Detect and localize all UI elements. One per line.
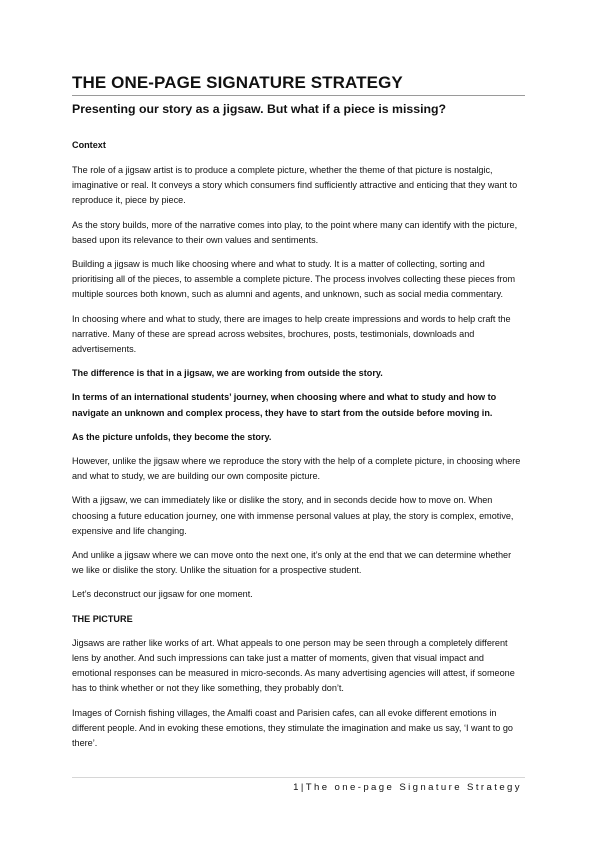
- context-heading: Context: [72, 140, 106, 150]
- page-title: THE ONE-PAGE SIGNATURE STRATEGY: [72, 72, 525, 96]
- paragraph-works-of-art: Jigsaws are rather like works of art. What appeals to one person may be seen through a completely different lens by another. And such impressions can take just a matter of moments, given that visual impact and emotional responses can be measured in micro-seconds. As many advertising agencies will attest, if someone has to think whether or not they like something, they probably don’t.: [72, 637, 515, 694]
- footer-page-number-label: 1|The one-page Signature Strategy: [293, 782, 522, 793]
- page-subtitle: Presenting our story as a jigsaw. But what if a piece is missing?: [72, 102, 447, 116]
- paragraph-with-a-jigsaw: With a jigsaw, we can immediately like or dislike the story, and in seconds decide how to move on. When choosing a future education journey, one with immense personal values at play, the story is complex, emotive, expensive and life changing.: [72, 495, 514, 536]
- paragraph-deconstruct: Let’s deconstruct our jigsaw for one moment.: [72, 589, 253, 600]
- section-heading-the-picture: THE PICTURE: [72, 613, 133, 624]
- paragraph-jigsaw-artist: The role of a jigsaw artist is to produce a complete picture, whether the theme of that picture is nostalgic, imaginative or real. It conveys a story which consumers find sufficiently attractive and enticing that they want to reproduce it, piece by piece.: [72, 165, 518, 206]
- paragraph-images-cornish: Images of Cornish fishing villages, the Amalfi coast and Parisien cafes, can all evoke different emotions in different people. And in evoking these emotions, they stimulate the imagination and make us say, ‘I want to go there’.: [72, 707, 513, 749]
- paragraph-choosing-where: In choosing where and what to study, there are images to help create impressions and words to help craft the narrative. Many of these are spread across websites, brochures, posts, testimonials, downloads and advertisements.: [72, 313, 511, 355]
- document-page: [72, 72, 525, 751]
- paragraph-building-jigsaw: Building a jigsaw is much like choosing where and what to study. It is a matter of collecting, sorting and prioritising all of the pieces, to assemble a complete picture. The process involves collecting these pieces from multiple sources both known, such as alumni and agents, and unknown, such as social media commentary.: [72, 259, 516, 300]
- paragraph-story-builds: As the story builds, more of the narrative comes into play, to the point where many can identify with the picture, based upon its relevance to their own values and sentiments.: [72, 219, 518, 245]
- paragraph-unlike-jigsaw: And unlike a jigsaw where we can move onto the next one, it’s only at the end that we can determine whether we like or dislike the story. Unlike the situation for a prospective student.: [72, 550, 512, 576]
- paragraph-picture-unfolds: As the picture unfolds, they become the story.: [72, 431, 272, 442]
- paragraph-international-journey: In terms of an international students’ journey, when choosing where and what to study and how to navigate an unknown and complex process, they have to start from the outside before moving in.: [72, 392, 497, 418]
- page-footer: [72, 777, 525, 793]
- paragraph-difference: The difference is that in a jigsaw, we are working from outside the story.: [72, 368, 383, 379]
- paragraph-however: However, unlike the jigsaw where we reproduce the story with the help of a complete picture, in choosing where and what to study, we are building our own composite picture.: [72, 456, 521, 482]
